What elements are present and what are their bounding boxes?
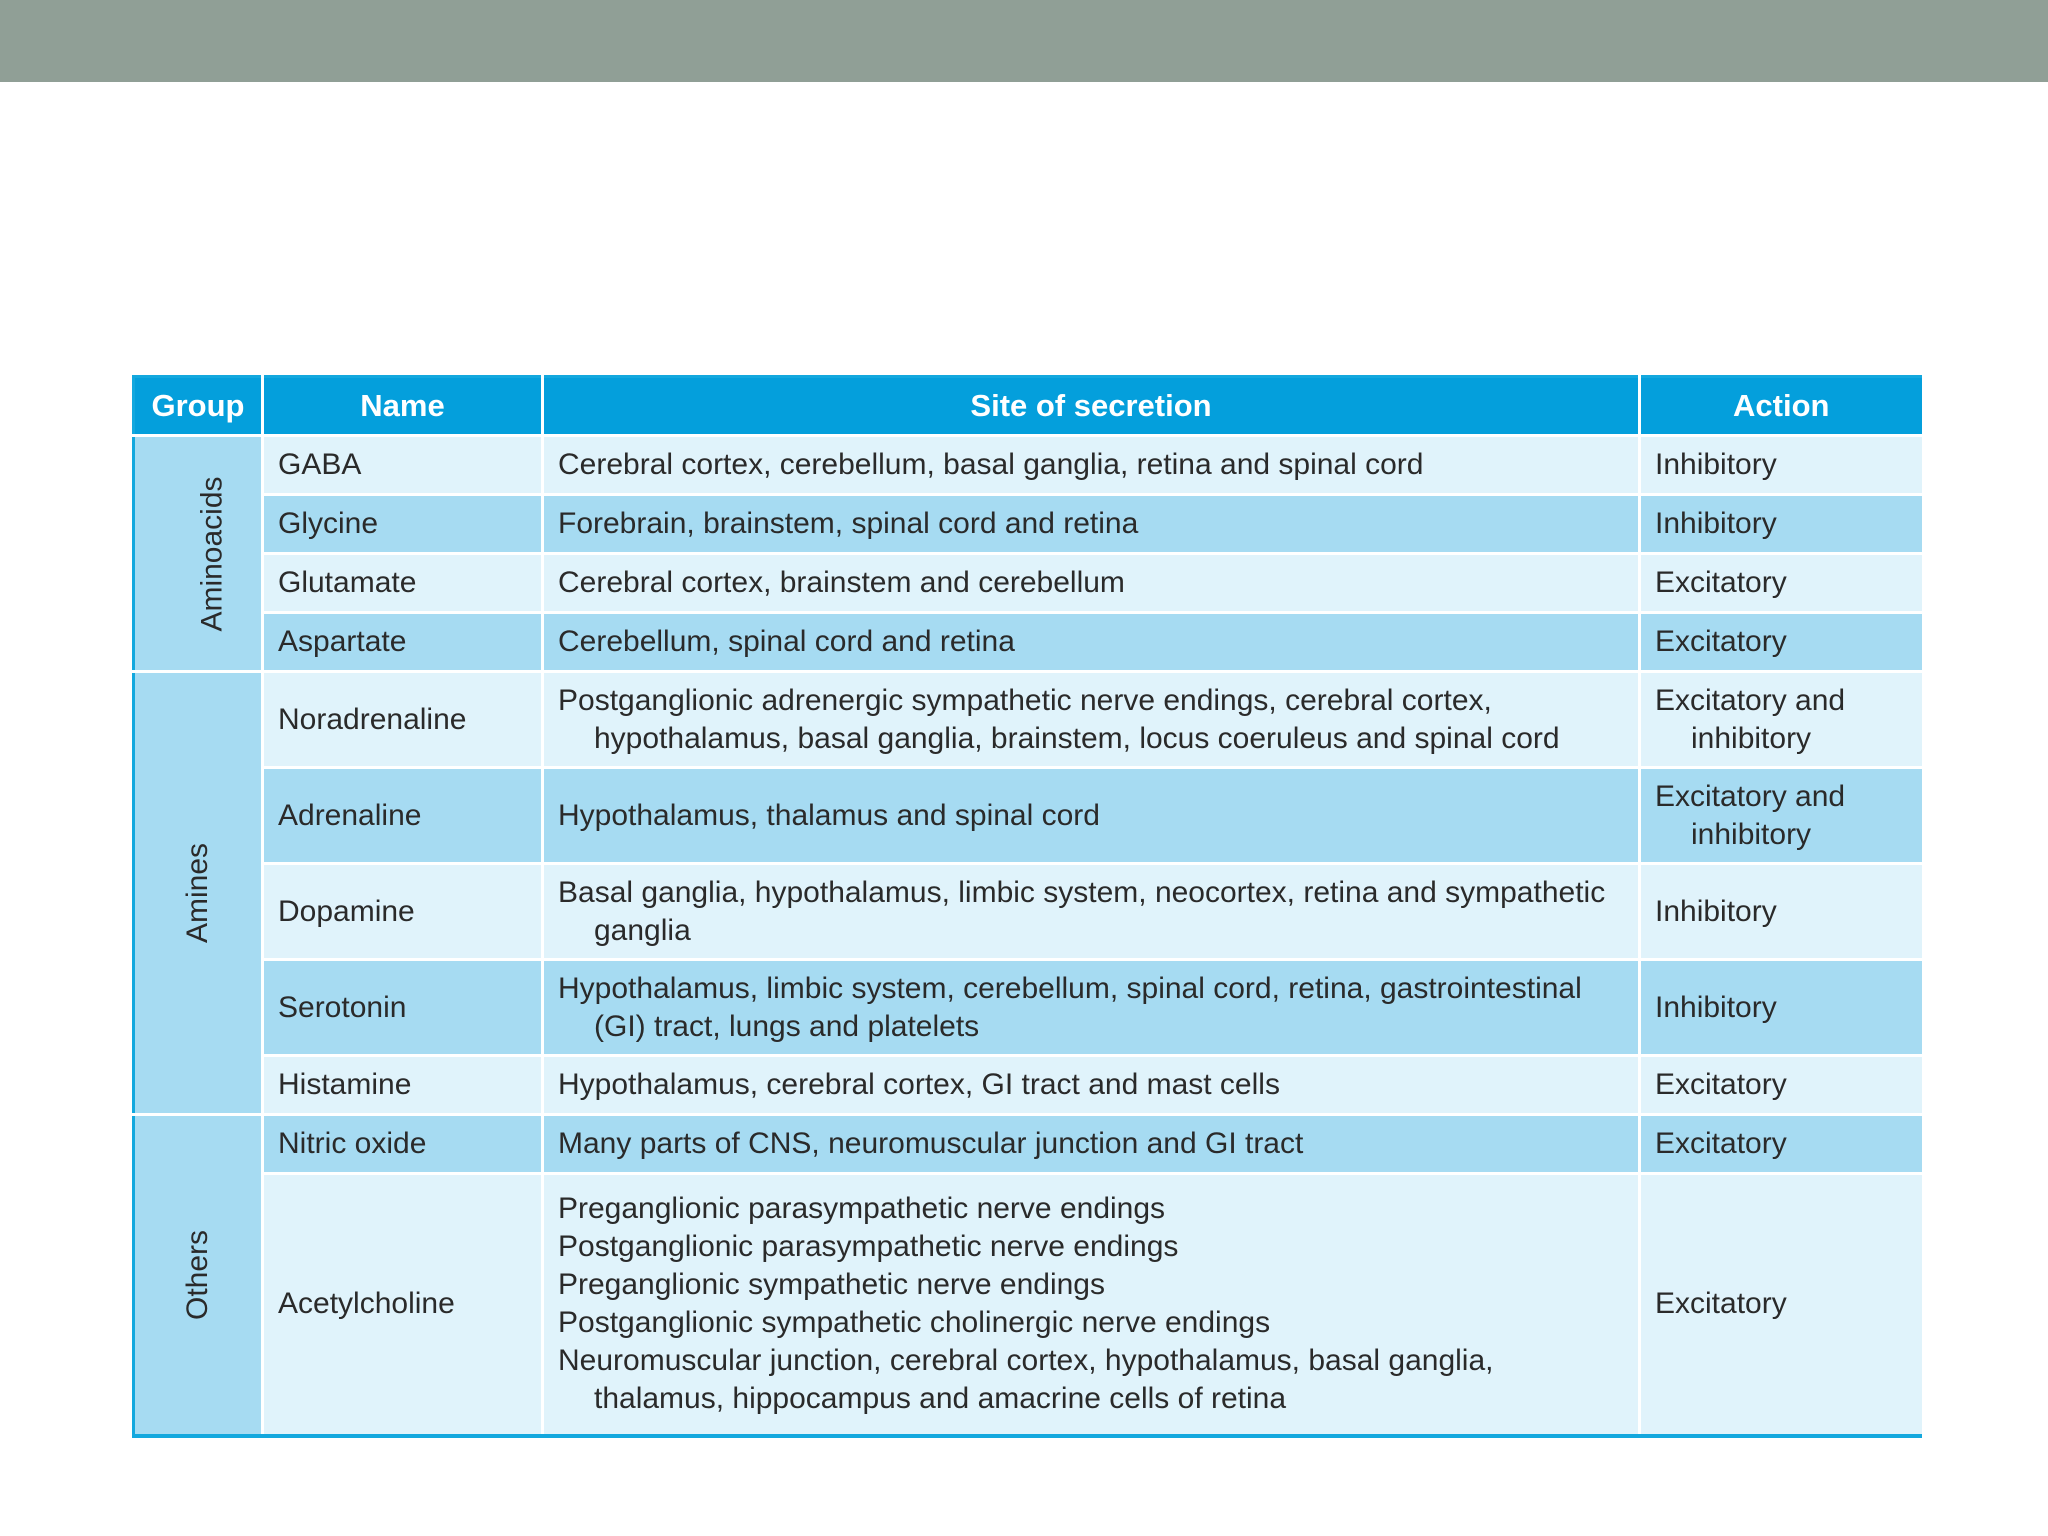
site-cell — [543, 554, 1640, 613]
group-cell-others — [134, 1115, 263, 1436]
site-line: Cerebral cortex, cerebellum, basal ganglia, retina and spinal cord — [558, 448, 1424, 481]
site-line: Cerebral cortex, brainstem and cerebellum — [558, 566, 1125, 599]
site-line: Postganglionic parasympathetic nerve endings — [558, 1230, 1179, 1264]
table-row — [134, 960, 1922, 1056]
site-line: Postganglionic sympathetic cholinergic nerve endings — [558, 1306, 1271, 1340]
action-cell — [1640, 613, 1922, 672]
action-cell — [1640, 1115, 1922, 1174]
site-cell — [543, 1174, 1640, 1436]
table-row — [134, 613, 1922, 672]
table-row — [134, 495, 1922, 554]
table-row — [134, 672, 1922, 768]
site-line: Neuromuscular junction, cerebral cortex, hypothalamus, basal ganglia, thalamus, hippocampus and amacrine cells of retina — [558, 1344, 1494, 1416]
site-line: Preganglionic sympathetic nerve endings — [558, 1268, 1105, 1302]
site-cell — [543, 672, 1640, 768]
table-row — [134, 1174, 1922, 1436]
action-text: Inhibitory — [1655, 507, 1777, 540]
site-cell — [543, 1115, 1640, 1174]
site-line: Preganglionic parasympathetic nerve endings — [558, 1192, 1166, 1226]
site-line: Cerebellum, spinal cord and retina — [558, 625, 1015, 658]
name-cell: Nitric oxide — [263, 1115, 543, 1174]
action-text: Excitatory — [1655, 1127, 1787, 1160]
action-cell — [1640, 768, 1922, 864]
action-cell — [1640, 495, 1922, 554]
group-cell-amines — [134, 672, 263, 1115]
neurotransmitter-table — [132, 375, 1922, 1438]
name-cell: Dopamine — [263, 864, 543, 960]
site-cell — [543, 768, 1640, 864]
action-cell — [1640, 436, 1922, 495]
name-cell: Acetylcholine — [263, 1174, 543, 1436]
slide-title-bar — [0, 0, 2048, 82]
site-cell — [543, 960, 1640, 1056]
site-line: Hypothalamus, thalamus and spinal cord — [558, 798, 1100, 832]
action-text: Inhibitory — [1655, 990, 1777, 1024]
header-group: Group — [134, 377, 263, 436]
site-line: Basal ganglia, hypothalamus, limbic system, neocortex, retina and sympathetic ganglia — [558, 875, 1606, 947]
action-text: Excitatory and inhibitory — [1655, 779, 1846, 851]
name-cell: Serotonin — [263, 960, 543, 1056]
site-line: Postganglionic adrenergic sympathetic nerve endings, cerebral cortex, hypothalamus, basal ganglia, brainstem, locus coeruleus and spinal cord — [558, 683, 1560, 755]
action-text: Excitatory — [1655, 625, 1787, 658]
name-cell: Glutamate — [263, 554, 543, 613]
table-row — [134, 768, 1922, 864]
action-cell — [1640, 1174, 1922, 1436]
action-text: Excitatory — [1655, 566, 1787, 599]
table-row — [134, 1056, 1922, 1115]
site-line: Hypothalamus, cerebral cortex, GI tract and mast cells — [558, 1068, 1280, 1101]
site-line: Forebrain, brainstem, spinal cord and retina — [558, 507, 1139, 540]
group-label: Others — [181, 1229, 214, 1320]
action-cell — [1640, 864, 1922, 960]
header-action: Action — [1640, 377, 1922, 436]
group-label: Amines — [180, 842, 214, 944]
site-cell — [543, 1056, 1640, 1115]
site-cell — [543, 495, 1640, 554]
table-row — [134, 864, 1922, 960]
action-text: Excitatory — [1655, 1068, 1787, 1101]
table-row — [134, 554, 1922, 613]
action-text: Inhibitory — [1655, 448, 1777, 481]
name-cell: Aspartate — [263, 613, 543, 672]
action-text: Excitatory and inhibitory — [1655, 683, 1846, 755]
table-header-row — [134, 377, 1922, 436]
name-cell: GABA — [263, 436, 543, 495]
action-text: Excitatory — [1655, 1287, 1787, 1321]
action-cell — [1640, 672, 1922, 768]
group-label: Aminoacids — [195, 475, 229, 632]
site-line: Hypothalamus, limbic system, cerebellum, spinal cord, retina, gastrointestinal (GI) tract, lungs and platelets — [558, 971, 1582, 1043]
name-cell: Noradrenaline — [263, 672, 543, 768]
action-text: Inhibitory — [1655, 894, 1777, 928]
action-cell — [1640, 960, 1922, 1056]
name-cell: Glycine — [263, 495, 543, 554]
site-cell — [543, 864, 1640, 960]
action-cell — [1640, 1056, 1922, 1115]
table-row — [134, 1115, 1922, 1174]
header-name: Name — [263, 377, 543, 436]
table-row — [134, 436, 1922, 495]
site-cell — [543, 613, 1640, 672]
action-cell — [1640, 554, 1922, 613]
header-site: Site of secretion — [543, 377, 1640, 436]
name-cell: Histamine — [263, 1056, 543, 1115]
site-cell — [543, 436, 1640, 495]
group-cell-aminoacids — [134, 436, 263, 672]
name-cell: Adrenaline — [263, 768, 543, 864]
site-line: Many parts of CNS, neuromuscular junction and GI tract — [558, 1127, 1304, 1160]
